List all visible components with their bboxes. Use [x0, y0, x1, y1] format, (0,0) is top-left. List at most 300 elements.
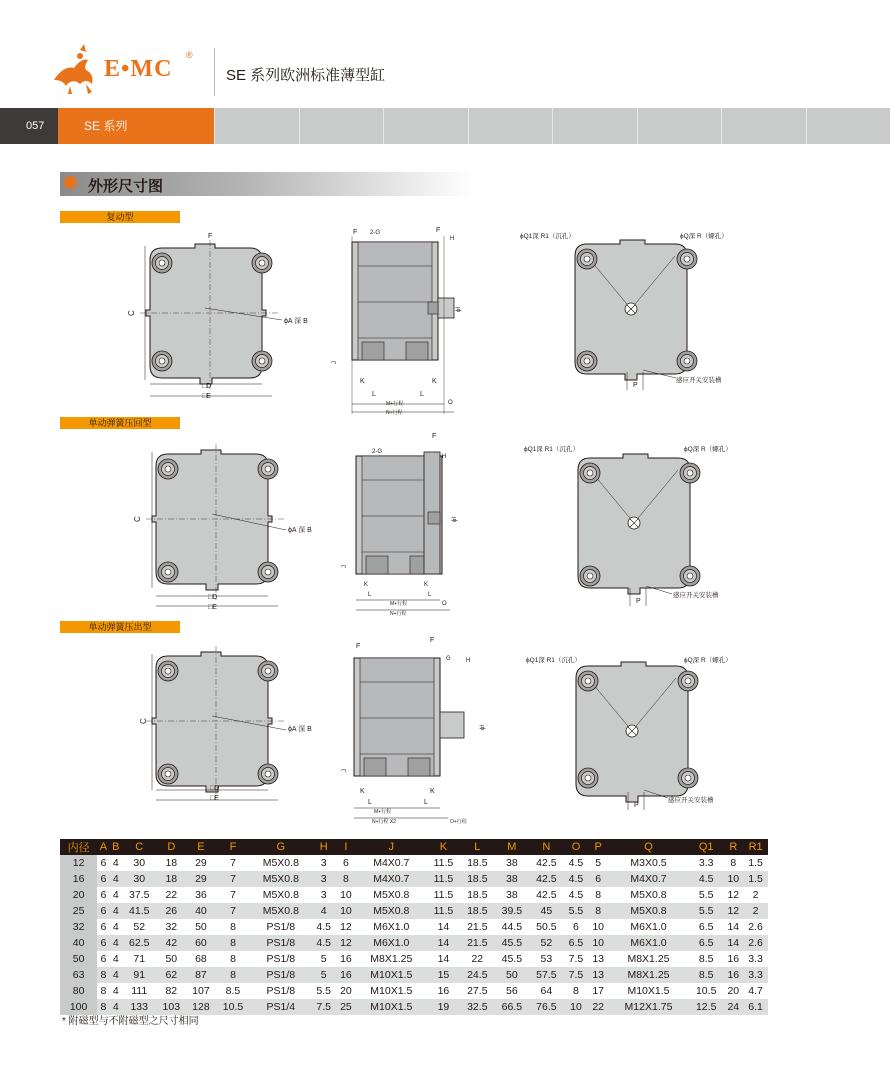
- table-cell: 8: [216, 951, 251, 967]
- label-m-stroke-3: M+行程: [374, 809, 392, 815]
- table-cell: 3: [311, 855, 336, 871]
- table-cell: 14: [723, 935, 743, 951]
- bore-cell: 63: [60, 967, 97, 983]
- table-cell: 7: [216, 887, 251, 903]
- table-cell: 10: [588, 935, 608, 951]
- bore-cell: 25: [60, 903, 97, 919]
- table-cell: 6: [564, 919, 589, 935]
- table-cell: M5X0.8: [356, 903, 427, 919]
- section-header: [60, 172, 474, 196]
- header-cell: R: [723, 839, 743, 855]
- bore-cell: 40: [60, 935, 97, 951]
- brand-name: E•MC: [104, 56, 173, 82]
- table-cell: 45: [529, 903, 564, 919]
- label-f-side: F: [353, 229, 358, 236]
- table-cell: 4.7: [743, 983, 768, 999]
- table-row: [60, 919, 768, 935]
- table-row: [60, 983, 768, 999]
- label-k-5: K: [360, 788, 365, 795]
- table-cell: 7: [216, 871, 251, 887]
- table-cell: 6.1: [743, 999, 768, 1015]
- label-j-3: J: [342, 769, 348, 772]
- table-cell: M10X1.5: [608, 983, 689, 999]
- header-cell: N: [529, 839, 564, 855]
- table-cell: 42.5: [529, 887, 564, 903]
- bore-cell: 100: [60, 999, 97, 1015]
- table-cell: 10: [588, 919, 608, 935]
- table-cell: M5X0.8: [356, 887, 427, 903]
- header-cell: B: [110, 839, 122, 855]
- table-cell: 13: [588, 951, 608, 967]
- table-cell: M4X0.7: [356, 871, 427, 887]
- table-cell: 4: [110, 903, 122, 919]
- label-j-2: J: [342, 565, 348, 568]
- label-e-3: □E: [210, 795, 219, 802]
- label-m-stroke-2: M+行程: [390, 601, 408, 607]
- table-cell: 7: [216, 855, 251, 871]
- label-d-3: □D: [210, 785, 220, 792]
- table-cell: 8: [97, 983, 109, 999]
- table-cell: M6X1.0: [608, 919, 689, 935]
- bore-cell: 50: [60, 951, 97, 967]
- header-cell: F: [216, 839, 251, 855]
- table-cell: 4.5: [564, 887, 589, 903]
- table-cell: 7: [216, 903, 251, 919]
- table-cell: 11.5: [427, 871, 460, 887]
- label-d: □D: [202, 383, 212, 390]
- table-cell: 50: [495, 967, 530, 983]
- label-q-r-2: ϕQ深 R（螺孔）: [684, 446, 732, 453]
- table-cell: M5X0.8: [250, 855, 311, 871]
- table-cell: PS1/4: [250, 999, 311, 1015]
- table-cell: 10.5: [216, 999, 251, 1015]
- bullet-icon: [64, 176, 78, 190]
- table-cell: 4.5: [311, 935, 336, 951]
- table-cell: 4: [110, 887, 122, 903]
- label-n-stroke: N+行程: [386, 410, 403, 416]
- table-cell: 10: [336, 903, 356, 919]
- header-cell: G: [250, 839, 311, 855]
- table-cell: 6: [97, 871, 109, 887]
- label-l-4: L: [428, 592, 432, 598]
- side-view-spring-return: [342, 433, 458, 617]
- table-cell: 26: [157, 903, 187, 919]
- front-view-spring-extend: [139, 646, 312, 802]
- table-cell: 14: [427, 951, 460, 967]
- table-cell: 5.5: [689, 903, 724, 919]
- table-cell: 16: [427, 983, 460, 999]
- table-cell: 8: [216, 967, 251, 983]
- table-cell: M12X1.75: [608, 999, 689, 1015]
- table-cell: 5.5: [689, 887, 724, 903]
- label-a-depth-b-2: ϕA 深 B: [288, 527, 312, 534]
- table-cell: 2: [743, 903, 768, 919]
- table-cell: PS1/8: [250, 951, 311, 967]
- table-cell: PS1/8: [250, 919, 311, 935]
- section-title: 外形尺寸图: [88, 178, 164, 195]
- table-cell: 18.5: [460, 855, 495, 871]
- table-cell: 2: [743, 887, 768, 903]
- table-cell: 22: [157, 887, 187, 903]
- header-cell: 内径: [60, 839, 97, 855]
- table-cell: 14: [723, 919, 743, 935]
- label-c: C: [127, 310, 136, 316]
- table-cell: 6.5: [564, 935, 589, 951]
- table-cell: 16: [336, 951, 356, 967]
- label-p-3: P: [634, 802, 639, 809]
- dimension-table: [60, 839, 768, 1015]
- table-cell: 38: [495, 871, 530, 887]
- label-k2: K: [432, 378, 437, 385]
- label-e-2: □E: [208, 604, 217, 611]
- table-cell: 10: [723, 871, 743, 887]
- page-number: 057: [0, 108, 58, 144]
- label-c-2: C: [133, 516, 142, 522]
- label-sensor-groove: 感应开关安装槽: [676, 377, 722, 384]
- table-cell: 7.5: [564, 951, 589, 967]
- table-cell: 64: [529, 983, 564, 999]
- label-i-2: ϕI: [452, 516, 458, 522]
- label-o: O: [448, 400, 453, 406]
- table-cell: 4.5: [564, 855, 589, 871]
- bore-cell: 32: [60, 919, 97, 935]
- table-cell: M10X1.5: [356, 967, 427, 983]
- table-cell: M5X0.8: [250, 887, 311, 903]
- type-label-spring-return: 单动弹簧压回型: [60, 417, 180, 429]
- table-cell: 5.5: [564, 903, 589, 919]
- table-cell: 45.5: [495, 951, 530, 967]
- table-cell: 56: [495, 983, 530, 999]
- table-cell: 16: [336, 967, 356, 983]
- label-k: K: [360, 378, 365, 385]
- table-cell: 60: [186, 935, 216, 951]
- table-cell: 21.5: [460, 935, 495, 951]
- table-cell: 12: [336, 935, 356, 951]
- table-body: [60, 855, 768, 1015]
- table-cell: M8X1.25: [608, 967, 689, 983]
- side-view-spring-extend: [342, 637, 486, 825]
- table-cell: 18.5: [460, 887, 495, 903]
- label-o-2: O: [442, 601, 447, 607]
- table-cell: 16: [723, 967, 743, 983]
- table-cell: 44.5: [495, 919, 530, 935]
- table-cell: 45.5: [495, 935, 530, 951]
- label-a-depth-b: ϕA 深 B: [284, 318, 308, 325]
- bore-cell: 12: [60, 855, 97, 871]
- table-cell: 6.5: [689, 935, 724, 951]
- label-f-4: F: [430, 637, 435, 644]
- label-sensor-groove-3: 感应开关安装槽: [668, 797, 714, 804]
- label-l: L: [372, 391, 376, 398]
- label-sensor-groove-2: 感应开关安装槽: [673, 592, 719, 599]
- table-cell: 5.5: [311, 983, 336, 999]
- table-cell: 13: [588, 967, 608, 983]
- table-cell: 52: [122, 919, 157, 935]
- table-cell: M3X0.5: [608, 855, 689, 871]
- table-cell: 8: [564, 983, 589, 999]
- table-row: [60, 871, 768, 887]
- bore-cell: 20: [60, 887, 97, 903]
- table-cell: 6: [97, 887, 109, 903]
- label-o-stroke: O+行程: [450, 819, 467, 825]
- table-cell: 21.5: [460, 919, 495, 935]
- label-m-stroke: M+行程: [386, 401, 404, 407]
- table-cell: 39.5: [495, 903, 530, 919]
- table-cell: 5: [311, 951, 336, 967]
- label-l-3: L: [368, 592, 372, 598]
- table-cell: 50: [186, 919, 216, 935]
- header-cell: C: [122, 839, 157, 855]
- label-q1-r1-2: ϕQ1深 R1（沉孔）: [524, 446, 579, 453]
- table-cell: 37.5: [122, 887, 157, 903]
- horse-rider-logo-icon: [54, 44, 93, 94]
- table-cell: 8: [723, 855, 743, 871]
- table-cell: 4: [110, 855, 122, 871]
- label-q1-r1: ϕQ1深 R1（沉孔）: [520, 233, 575, 240]
- label-2g: 2-G: [370, 230, 381, 236]
- label-k-6: K: [430, 788, 435, 795]
- table-cell: 27.5: [460, 983, 495, 999]
- table-cell: 29: [186, 855, 216, 871]
- table-cell: 6: [97, 903, 109, 919]
- footnote: * 附磁型与不附磁型之尺寸相同: [62, 1016, 199, 1027]
- header-cell: E: [186, 839, 216, 855]
- table-cell: 4: [110, 871, 122, 887]
- table-cell: 82: [157, 983, 187, 999]
- table-cell: 20: [336, 983, 356, 999]
- table-cell: 14: [427, 935, 460, 951]
- label-n-stroke-x2: N+行程 X2: [372, 819, 397, 825]
- label-d-2: □D: [208, 594, 218, 601]
- table-cell: M6X1.0: [608, 935, 689, 951]
- side-view-double-acting: [332, 227, 462, 416]
- table-cell: 12: [723, 887, 743, 903]
- label-q1-r1-3: ϕQ1深 R1（沉孔）: [526, 657, 581, 664]
- label-l-5: L: [368, 799, 372, 806]
- table-cell: 3: [311, 887, 336, 903]
- table-cell: 14: [427, 919, 460, 935]
- table-cell: 12.5: [689, 999, 724, 1015]
- table-cell: 22: [460, 951, 495, 967]
- table-cell: 25: [336, 999, 356, 1015]
- table-cell: 40: [186, 903, 216, 919]
- table-cell: 18.5: [460, 871, 495, 887]
- table-cell: 6: [336, 855, 356, 871]
- table-cell: M10X1.5: [356, 983, 427, 999]
- table-cell: 8.5: [216, 983, 251, 999]
- label-h-2: H: [442, 454, 447, 460]
- table-cell: M6X1.0: [356, 935, 427, 951]
- table-cell: 11.5: [427, 887, 460, 903]
- table-cell: 12: [723, 903, 743, 919]
- table-cell: PS1/8: [250, 983, 311, 999]
- table-cell: 111: [122, 983, 157, 999]
- bar-cells: [214, 108, 890, 144]
- table-cell: 133: [122, 999, 157, 1015]
- table-cell: 50: [157, 951, 187, 967]
- table-cell: 8: [588, 903, 608, 919]
- table-cell: 3.3: [689, 855, 724, 871]
- table-cell: 5: [588, 855, 608, 871]
- table-cell: 8.5: [689, 967, 724, 983]
- table-cell: 107: [186, 983, 216, 999]
- label-j: J: [332, 361, 338, 364]
- bore-cell: 16: [60, 871, 97, 887]
- table-cell: 87: [186, 967, 216, 983]
- table-cell: 8: [97, 999, 109, 1015]
- table-cell: M6X1.0: [356, 919, 427, 935]
- table-cell: 12: [336, 919, 356, 935]
- header-cell: Q: [608, 839, 689, 855]
- header-cell: Q1: [689, 839, 724, 855]
- table-cell: M4X0.7: [608, 871, 689, 887]
- table-cell: 71: [122, 951, 157, 967]
- bottom-view-spring-extend: [526, 655, 732, 810]
- table-cell: 19: [427, 999, 460, 1015]
- header-cell: M: [495, 839, 530, 855]
- table-cell: 6.5: [689, 919, 724, 935]
- table-cell: 4: [110, 951, 122, 967]
- label-i: ϕI: [456, 306, 462, 312]
- table-cell: 8: [97, 967, 109, 983]
- table-cell: 53: [529, 951, 564, 967]
- table-cell: 18: [157, 871, 187, 887]
- table-cell: 68: [186, 951, 216, 967]
- table-cell: PS1/8: [250, 967, 311, 983]
- label-q-r-3: ϕQ深 R（螺孔）: [684, 657, 732, 664]
- table-cell: M5X0.8: [250, 903, 311, 919]
- page-title: SE 系列欧洲标准薄型缸: [226, 67, 386, 84]
- table-cell: 128: [186, 999, 216, 1015]
- series-tab: SE 系列: [58, 108, 214, 144]
- header-cell: P: [588, 839, 608, 855]
- table-cell: PS1/8: [250, 935, 311, 951]
- table-cell: 57.5: [529, 967, 564, 983]
- table-cell: 30: [122, 871, 157, 887]
- label-h: H: [450, 236, 455, 242]
- label-g: G: [446, 656, 451, 662]
- table-row: [60, 935, 768, 951]
- table-cell: 4: [110, 967, 122, 983]
- table-cell: 4: [110, 983, 122, 999]
- table-cell: 1.5: [743, 871, 768, 887]
- table-cell: 6: [97, 951, 109, 967]
- label-p: P: [633, 382, 638, 389]
- table-cell: 41.5: [122, 903, 157, 919]
- table-cell: 22: [588, 999, 608, 1015]
- table-cell: M5X0.8: [608, 903, 689, 919]
- table-cell: 6: [97, 935, 109, 951]
- header-cell: L: [460, 839, 495, 855]
- table-cell: 42.5: [529, 855, 564, 871]
- bore-cell: 80: [60, 983, 97, 999]
- label-f-2: F: [432, 433, 437, 440]
- table-cell: 10.5: [689, 983, 724, 999]
- header-cell: O: [564, 839, 589, 855]
- page-header: [0, 0, 890, 108]
- table-cell: 8.5: [689, 951, 724, 967]
- table-cell: 8: [588, 887, 608, 903]
- table-cell: 66.5: [495, 999, 530, 1015]
- table-row: [60, 951, 768, 967]
- label-f-3: F: [356, 643, 361, 650]
- table-cell: 8: [336, 871, 356, 887]
- series-bar: [0, 108, 890, 144]
- dimension-drawings: [0, 200, 890, 830]
- table-cell: 6: [97, 855, 109, 871]
- header-cell: H: [311, 839, 336, 855]
- header-divider: [214, 48, 215, 96]
- table-cell: 62: [157, 967, 187, 983]
- label-q-r: ϕQ深 R（螺孔）: [680, 233, 728, 240]
- label-e: □E: [202, 393, 211, 400]
- header-cell: D: [157, 839, 187, 855]
- table-header-row: [60, 839, 768, 855]
- table-cell: 3.3: [743, 967, 768, 983]
- table-cell: 2.6: [743, 935, 768, 951]
- table-cell: 3.3: [743, 951, 768, 967]
- table-cell: 8: [216, 935, 251, 951]
- bottom-view-spring-return: [524, 444, 732, 606]
- label-h-3: H: [466, 658, 471, 664]
- table-cell: 42: [157, 935, 187, 951]
- table-cell: 4.5: [564, 871, 589, 887]
- table-cell: 52: [529, 935, 564, 951]
- type-label-spring-extend: 单动弹簧压出型: [60, 621, 180, 633]
- table-cell: 32.5: [460, 999, 495, 1015]
- table-cell: 4: [311, 903, 336, 919]
- table-cell: 1.5: [743, 855, 768, 871]
- table-cell: 7.5: [564, 967, 589, 983]
- label-l2: L: [420, 391, 424, 398]
- table-cell: 24.5: [460, 967, 495, 983]
- front-view-spring-return: [133, 444, 312, 611]
- table-cell: 103: [157, 999, 187, 1015]
- label-2g-2: 2-G: [372, 449, 383, 455]
- table-row: [60, 887, 768, 903]
- table-cell: 20: [723, 983, 743, 999]
- table-cell: 18: [157, 855, 187, 871]
- table-cell: 15: [427, 967, 460, 983]
- registered-mark: ®: [186, 50, 193, 60]
- table-cell: 4: [110, 935, 122, 951]
- table-cell: 16: [723, 951, 743, 967]
- table-cell: 91: [122, 967, 157, 983]
- table-cell: 38: [495, 887, 530, 903]
- table-row: [60, 855, 768, 871]
- table-cell: 30: [122, 855, 157, 871]
- label-i-3: ϕI: [480, 724, 486, 730]
- header-cell: I: [336, 839, 356, 855]
- table-cell: 18.5: [460, 903, 495, 919]
- header-cell: K: [427, 839, 460, 855]
- table-cell: 76.5: [529, 999, 564, 1015]
- table-cell: 7.5: [311, 999, 336, 1015]
- table-cell: M5X0.8: [608, 887, 689, 903]
- table-cell: 8: [216, 919, 251, 935]
- table-row: [60, 903, 768, 919]
- table-cell: M8X1.25: [356, 951, 427, 967]
- table-cell: 4.5: [311, 919, 336, 935]
- table-cell: 62.5: [122, 935, 157, 951]
- table-cell: 42.5: [529, 871, 564, 887]
- bottom-view-double-acting: [520, 231, 728, 390]
- table-row: [60, 967, 768, 983]
- label-f-side2: F: [436, 227, 441, 234]
- table-cell: M5X0.8: [250, 871, 311, 887]
- table-cell: 17: [588, 983, 608, 999]
- label-f: F: [208, 233, 213, 240]
